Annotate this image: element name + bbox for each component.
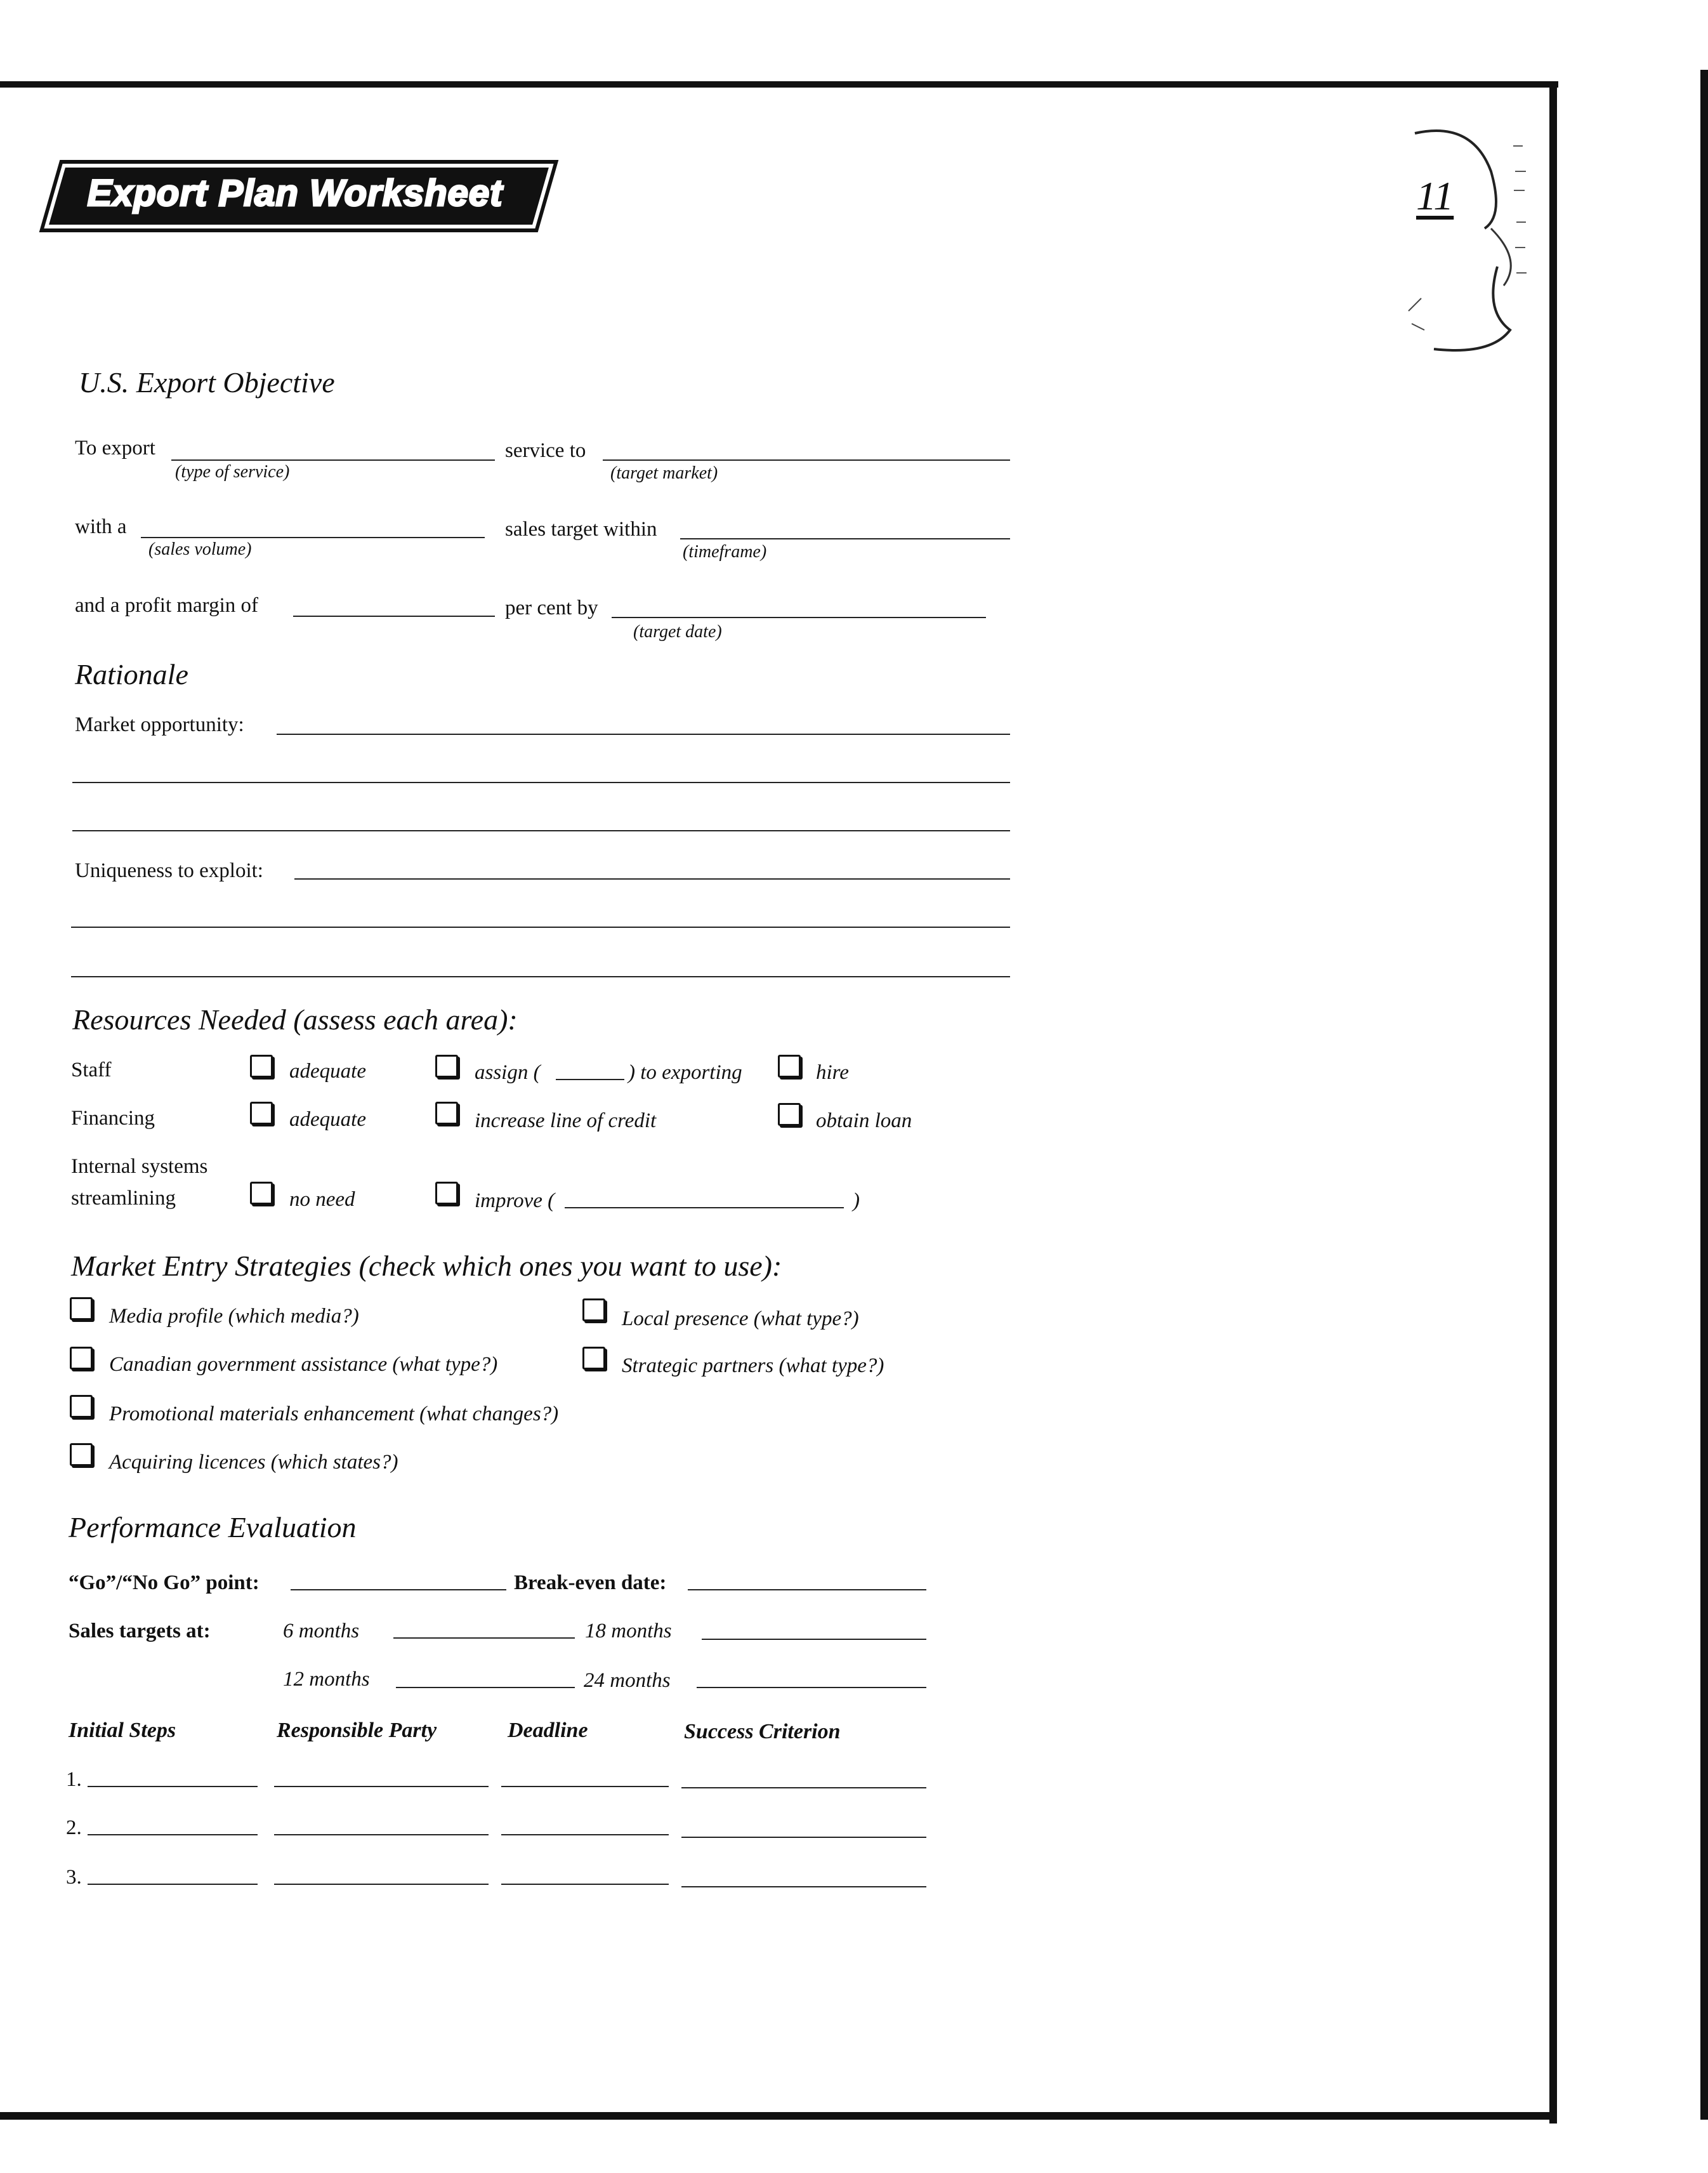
twenty-four-months-field[interactable] bbox=[697, 1687, 926, 1688]
media-profile-checkbox[interactable] bbox=[70, 1297, 93, 1320]
market-opportunity-label: Market opportunity: bbox=[75, 713, 244, 736]
internal-systems-label: Internal systems bbox=[71, 1155, 208, 1178]
per-cent-by-label: per cent by bbox=[505, 597, 598, 619]
step-row-3-number: 3. bbox=[66, 1866, 82, 1889]
staff-assign-field[interactable] bbox=[556, 1079, 624, 1080]
go-no-go-field[interactable] bbox=[291, 1589, 506, 1590]
deadline-3-field[interactable] bbox=[501, 1884, 669, 1885]
step-3-field[interactable] bbox=[88, 1884, 258, 1885]
criterion-2-field[interactable] bbox=[681, 1837, 926, 1838]
staff-hire-checkbox[interactable] bbox=[778, 1055, 801, 1078]
market-opportunity-field-line-3[interactable] bbox=[72, 830, 1010, 831]
timeframe-field[interactable] bbox=[680, 538, 1010, 539]
financing-adequate-label: adequate bbox=[289, 1108, 366, 1131]
licences-label: Acquiring licences (which states?) bbox=[109, 1451, 398, 1474]
sales-targets-label: Sales targets at: bbox=[69, 1620, 211, 1642]
strategic-partners-label: Strategic partners (what type?) bbox=[622, 1354, 884, 1377]
promotional-checkbox[interactable] bbox=[70, 1395, 93, 1418]
target-market-caption: (target market) bbox=[610, 463, 718, 483]
step-row-2-number: 2. bbox=[66, 1816, 82, 1839]
party-1-field[interactable] bbox=[274, 1786, 489, 1787]
criterion-3-field[interactable] bbox=[681, 1886, 926, 1887]
improve-close-paren: ) bbox=[853, 1189, 860, 1212]
resources-heading: Resources Needed (assess each area): bbox=[72, 1003, 518, 1036]
twenty-four-months-label: 24 months bbox=[584, 1669, 671, 1692]
page-number: 11 bbox=[1416, 173, 1454, 218]
eighteen-months-field[interactable] bbox=[702, 1639, 926, 1640]
sales-target-within-label: sales target within bbox=[505, 518, 657, 541]
twelve-months-label: 12 months bbox=[283, 1668, 370, 1691]
strategic-partners-checkbox[interactable] bbox=[582, 1347, 605, 1370]
no-need-label: no need bbox=[289, 1188, 355, 1211]
financing-adequate-checkbox[interactable] bbox=[250, 1102, 273, 1125]
no-need-checkbox[interactable] bbox=[250, 1182, 273, 1205]
service-to-label: service to bbox=[505, 439, 586, 462]
col-success-criterion: Success Criterion bbox=[684, 1720, 841, 1743]
performance-heading: Performance Evaluation bbox=[69, 1511, 357, 1543]
target-date-caption: (target date) bbox=[633, 622, 722, 642]
step-1-field[interactable] bbox=[88, 1786, 258, 1787]
type-of-service-field[interactable] bbox=[171, 459, 495, 461]
improve-checkbox[interactable] bbox=[435, 1182, 458, 1205]
step-2-field[interactable] bbox=[88, 1834, 258, 1835]
sales-volume-field[interactable] bbox=[141, 537, 485, 538]
six-months-label: 6 months bbox=[283, 1620, 360, 1642]
increase-credit-checkbox[interactable] bbox=[435, 1102, 458, 1125]
rationale-heading: Rationale bbox=[75, 658, 188, 690]
uniqueness-field[interactable] bbox=[294, 878, 1010, 880]
canadian-assistance-checkbox[interactable] bbox=[70, 1347, 93, 1370]
timeframe-caption: (timeframe) bbox=[683, 542, 767, 562]
market-opportunity-field[interactable] bbox=[277, 734, 1010, 735]
margin-scribble bbox=[1396, 121, 1529, 374]
market-opportunity-field-line-2[interactable] bbox=[72, 782, 1010, 783]
twelve-months-field[interactable] bbox=[396, 1687, 575, 1688]
page-border-top bbox=[0, 81, 1558, 88]
staff-assign-checkbox[interactable] bbox=[435, 1055, 458, 1078]
increase-credit-label: increase line of credit bbox=[475, 1109, 657, 1132]
target-market-field[interactable] bbox=[603, 459, 1010, 461]
staff-assign-label: assign ( bbox=[475, 1061, 541, 1084]
uniqueness-label: Uniqueness to exploit: bbox=[75, 859, 263, 882]
staff-adequate-checkbox[interactable] bbox=[250, 1055, 273, 1078]
sales-volume-caption: (sales volume) bbox=[148, 539, 252, 559]
staff-assign-suffix: ) to exporting bbox=[628, 1061, 742, 1084]
financing-label: Financing bbox=[71, 1107, 155, 1130]
promotional-label: Promotional materials enhancement (what changes?) bbox=[109, 1403, 559, 1425]
obtain-loan-checkbox[interactable] bbox=[778, 1103, 801, 1126]
col-responsible-party: Responsible Party bbox=[277, 1719, 437, 1742]
media-profile-label: Media profile (which media?) bbox=[109, 1305, 359, 1328]
col-deadline: Deadline bbox=[508, 1719, 588, 1742]
improve-label: improve ( bbox=[475, 1189, 555, 1212]
break-even-field[interactable] bbox=[688, 1589, 926, 1590]
eighteen-months-label: 18 months bbox=[585, 1620, 672, 1642]
local-presence-checkbox[interactable] bbox=[582, 1298, 605, 1321]
break-even-label: Break-even date: bbox=[514, 1571, 667, 1594]
go-no-go-label: “Go”/“No Go” point: bbox=[69, 1571, 259, 1594]
adjacent-page-edge bbox=[1700, 70, 1708, 2120]
licences-checkbox[interactable] bbox=[70, 1443, 93, 1466]
uniqueness-field-line-2[interactable] bbox=[71, 927, 1010, 928]
streamlining-label: streamlining bbox=[71, 1187, 176, 1210]
canadian-assistance-label: Canadian government assistance (what type?) bbox=[109, 1353, 498, 1376]
target-date-field[interactable] bbox=[612, 617, 986, 618]
strategies-heading: Market Entry Strategies (check which ones you want to use): bbox=[71, 1250, 782, 1282]
staff-hire-label: hire bbox=[816, 1061, 849, 1084]
page-border-right bbox=[1549, 81, 1557, 2123]
worksheet-logo-text: Export Plan Worksheet bbox=[87, 173, 503, 214]
type-of-service-caption: (type of service) bbox=[175, 462, 290, 482]
deadline-2-field[interactable] bbox=[501, 1834, 669, 1835]
criterion-1-field[interactable] bbox=[681, 1787, 926, 1788]
col-initial-steps: Initial Steps bbox=[69, 1719, 176, 1742]
party-3-field[interactable] bbox=[274, 1884, 489, 1885]
profit-margin-field[interactable] bbox=[293, 616, 495, 617]
obtain-loan-label: obtain loan bbox=[816, 1109, 912, 1132]
staff-label: Staff bbox=[71, 1059, 112, 1081]
staff-adequate-label: adequate bbox=[289, 1060, 366, 1083]
to-export-label: To export bbox=[75, 437, 155, 459]
party-2-field[interactable] bbox=[274, 1834, 489, 1835]
profit-margin-label: and a profit margin of bbox=[75, 594, 258, 617]
page-border-bottom bbox=[0, 2112, 1557, 2120]
six-months-field[interactable] bbox=[393, 1637, 575, 1639]
with-a-label: with a bbox=[75, 515, 127, 538]
local-presence-label: Local presence (what type?) bbox=[622, 1307, 859, 1330]
uniqueness-field-line-3[interactable] bbox=[71, 976, 1010, 977]
deadline-1-field[interactable] bbox=[501, 1786, 669, 1787]
step-row-1-number: 1. bbox=[66, 1768, 82, 1791]
improve-field[interactable] bbox=[565, 1207, 844, 1208]
objective-heading: U.S. Export Objective bbox=[79, 366, 335, 399]
